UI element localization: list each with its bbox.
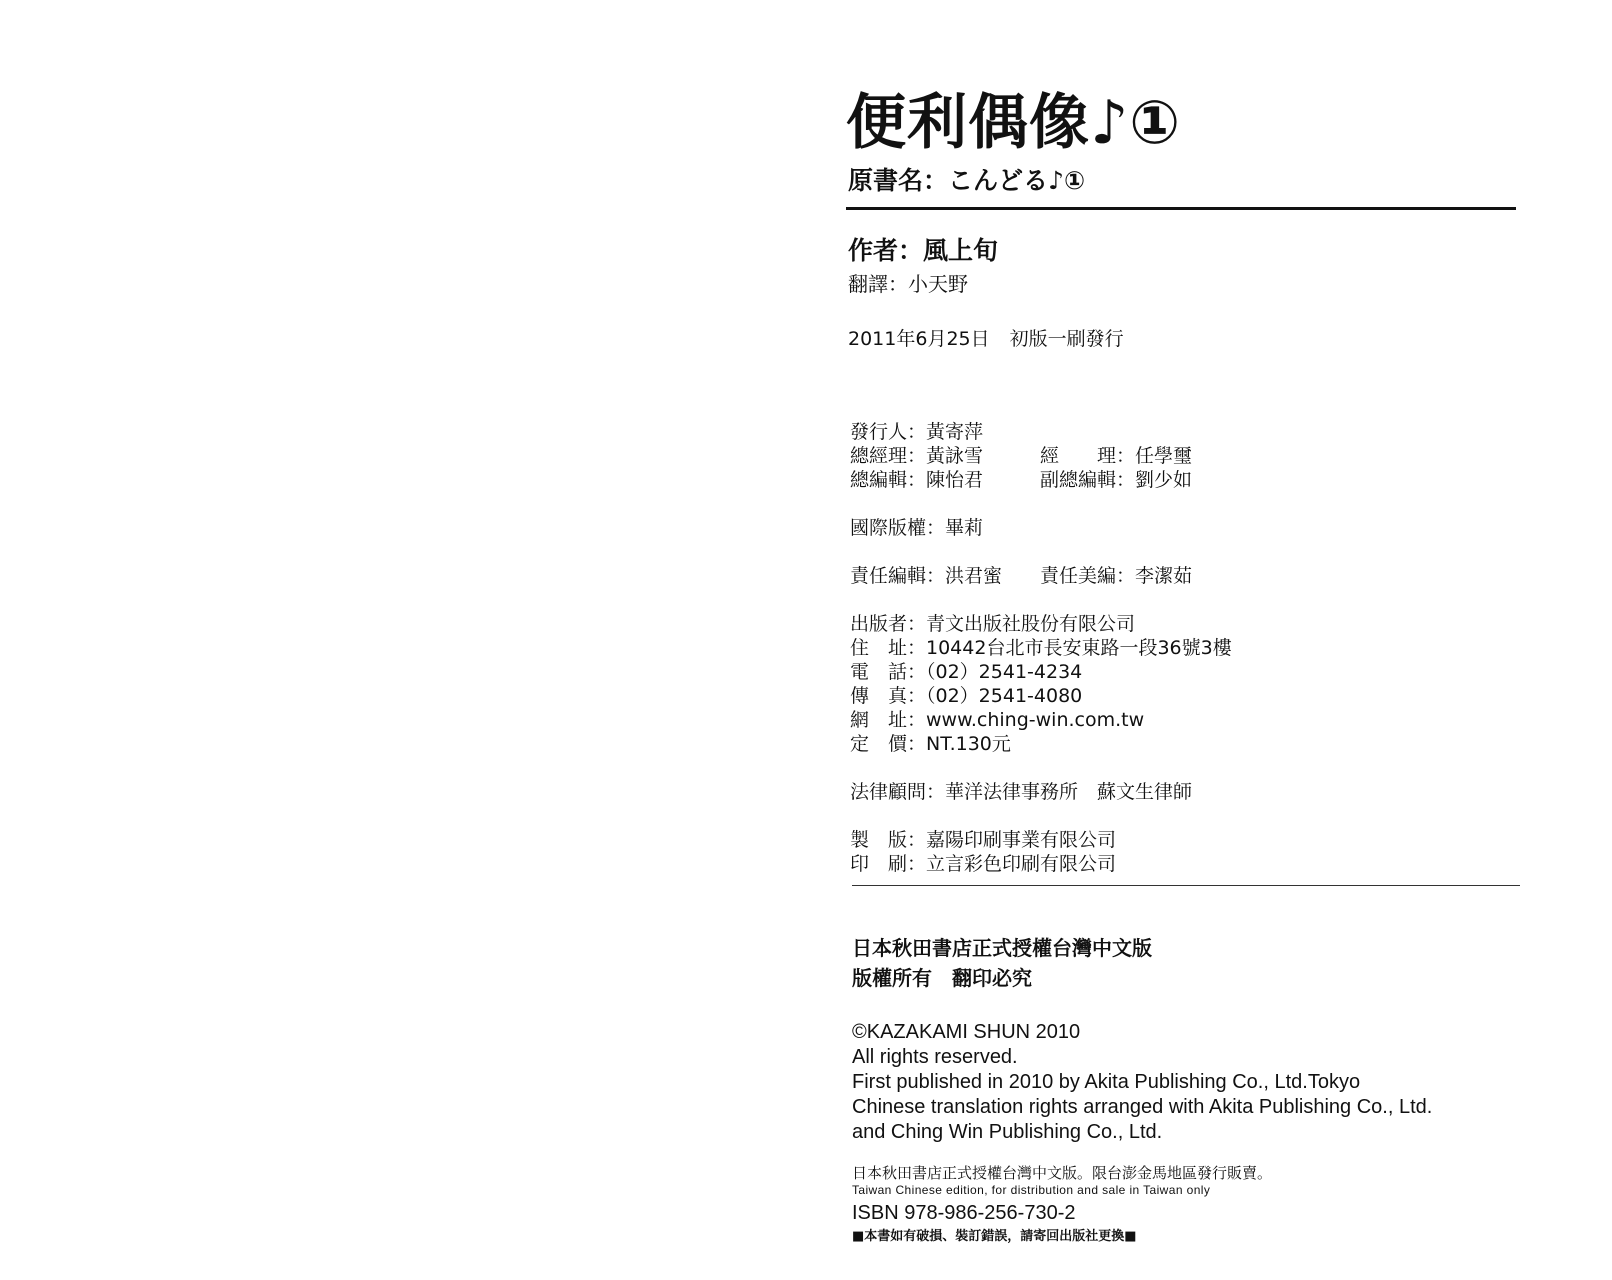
copyright-line: ©KAZAKAMI SHUN 2010 xyxy=(852,1021,1081,1043)
translation-rights-line: Chinese translation rights arranged with Akita Publishing Co., Ltd. xyxy=(852,1096,1433,1118)
author-line: 作者：風上旬 xyxy=(848,236,999,265)
website: 網 址：www.ching-win.com.tw xyxy=(850,709,1145,731)
printing: 印 刷：立言彩色印刷有限公司 xyxy=(850,853,1117,875)
translator-line: 翻譯：小天野 xyxy=(848,272,968,296)
price: 定 價：NT.130元 xyxy=(850,733,1011,755)
international-rights: 國際版權：畢莉 xyxy=(850,517,984,539)
rights-line-1: 日本秋田書店正式授權台灣中文版 xyxy=(852,936,1152,960)
first-published-line: First published in 2010 by Akita Publishing Co., Ltd.Tokyo xyxy=(852,1071,1361,1093)
phone: 電 話：（02）2541-4234 xyxy=(850,661,1083,683)
isbn: ISBN 978-986-256-730-2 xyxy=(852,1202,1076,1224)
publisher: 出版者：青文出版社股份有限公司 xyxy=(850,613,1136,635)
prepress: 製 版：嘉陽印刷事業有限公司 xyxy=(850,829,1117,851)
title-divider xyxy=(846,207,1516,210)
original-title: 原書名：こんどる♪① xyxy=(848,166,1086,195)
rights-reserved-line: All rights reserved. xyxy=(852,1046,1018,1068)
responsible-editor: 責任編輯：洪君蜜 xyxy=(850,565,1003,587)
distribution-cn: 日本秋田書店正式授權台灣中文版。限台澎金馬地區發行販賣。 xyxy=(852,1164,1273,1182)
edition-date: 2011年6月25日 xyxy=(848,328,990,350)
rights-line-2: 版權所有 翻印必究 xyxy=(852,966,1032,990)
publisher-person: 發行人：黃寄萍 xyxy=(850,421,984,443)
distribution-en: Taiwan Chinese edition, for distribution and sale in Taiwan only xyxy=(852,1183,1211,1197)
manager: 經 理：任學璽 xyxy=(1040,445,1193,467)
edition-line xyxy=(848,326,1124,352)
editor-in-chief: 總編輯：陳怡君 xyxy=(850,469,984,491)
publisher-credit-line: and Ching Win Publishing Co., Ltd. xyxy=(852,1121,1163,1143)
section-divider xyxy=(852,885,1520,886)
replacement-notice: ■本書如有破損、裝訂錯誤，請寄回出版社更換■ xyxy=(852,1229,1137,1244)
fax: 傳 真：（02）2541-4080 xyxy=(850,685,1083,707)
responsible-art-editor: 責任美編：李潔茹 xyxy=(1040,565,1193,587)
book-title: 便利偶像♪① xyxy=(846,88,1182,158)
edition-label: 初版一刷發行 xyxy=(1009,328,1124,350)
general-manager: 總經理：黃詠雪 xyxy=(850,445,984,467)
address: 住 址：10442台北市長安東路一段36號3樓 xyxy=(850,637,1232,659)
deputy-editor-in-chief: 副總編輯：劉少如 xyxy=(1040,469,1193,491)
legal-advisor: 法律顧問：華洋法律事務所 蘇文生律師 xyxy=(850,781,1193,803)
